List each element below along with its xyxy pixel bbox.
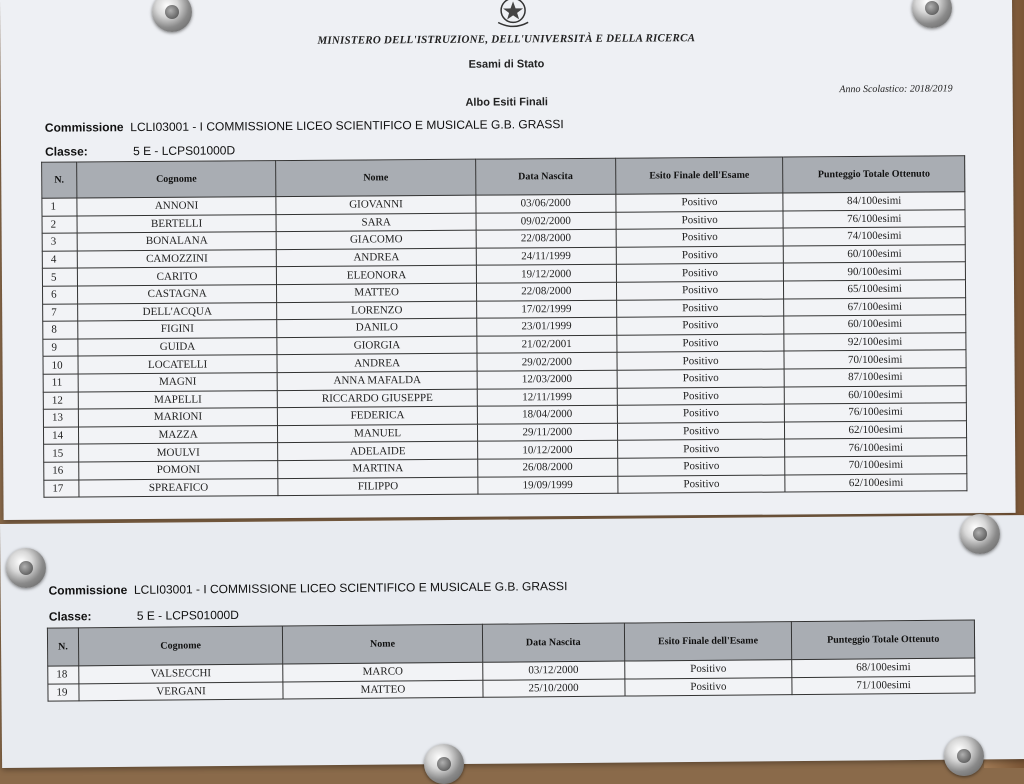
row-outcome: Positivo [617, 369, 785, 388]
col-outcome-header-2: Esito Finale dell'Esame [624, 622, 792, 661]
row-name: RICCARDO GIUSEPPE [278, 389, 478, 408]
row-outcome: Positivo [617, 422, 785, 441]
row-surname: MOULVI [78, 443, 278, 462]
row-birthdate: 12/11/1999 [477, 388, 617, 407]
row-number: 5 [42, 268, 77, 286]
row-birthdate: 03/12/2000 [482, 661, 624, 680]
row-name: ANDREA [277, 248, 477, 267]
row-number: 2 [42, 216, 77, 234]
school-year: Anno Scolastico: 2018/2019 [839, 83, 953, 96]
class-value-2: 5 E - LCPS01000D [136, 607, 239, 623]
row-birthdate: 19/09/1999 [478, 476, 618, 495]
class-label: Classe: [45, 144, 88, 159]
row-score: 90/100esimi [784, 262, 966, 281]
document-page-2 [0, 515, 1024, 768]
row-name: GIACOMO [276, 230, 476, 249]
row-birthdate: 24/11/1999 [476, 247, 616, 266]
row-score: 92/100esimi [784, 333, 966, 352]
row-birthdate: 29/02/2000 [477, 353, 617, 372]
row-outcome: Positivo [617, 351, 785, 370]
row-score: 76/100esimi [785, 438, 967, 457]
row-score: 70/100esimi [785, 456, 967, 475]
row-number: 1 [42, 198, 77, 216]
row-name: ADELAIDE [278, 441, 478, 460]
col-number-header: N. [42, 162, 77, 198]
row-surname: ANNONI [77, 197, 277, 216]
row-name: SARA [276, 213, 476, 232]
snap-fastener-icon [424, 744, 464, 784]
row-surname: VERGANI [79, 682, 284, 701]
row-birthdate: 22/08/2000 [476, 282, 616, 301]
col-surname-header-2: Cognome [78, 626, 283, 666]
row-surname: POMONI [79, 460, 279, 479]
results-table-page-2 [47, 619, 976, 701]
commission-value: LCLI03001 - I COMMISSIONE LICEO SCIENTIFICO E MUSICALE G.B. GRASSI [130, 117, 564, 135]
row-name: ANNA MAFALDA [277, 371, 477, 390]
row-outcome: Positivo [625, 677, 793, 696]
row-name: GIORGIA [277, 336, 477, 355]
row-score: 70/100esimi [784, 350, 966, 369]
snap-fastener-icon [960, 514, 1000, 554]
snap-fastener-icon [6, 548, 46, 588]
row-number: 12 [43, 391, 78, 409]
row-birthdate: 10/12/2000 [477, 441, 617, 460]
row-score: 76/100esimi [785, 403, 967, 422]
row-outcome: Positivo [616, 246, 784, 265]
class-value: 5 E - LCPS01000D [133, 143, 236, 159]
ministry-heading: MINISTERO DELL'ISTRUZIONE, DELL'UNIVERSITÀ E DELLA RICERCA [317, 32, 696, 47]
row-outcome: Positivo [616, 299, 784, 318]
col-birthdate-header: Data Nascita [475, 158, 615, 195]
row-score: 71/100esimi [792, 676, 975, 695]
row-score: 87/100esimi [785, 368, 967, 387]
row-outcome: Positivo [616, 263, 784, 282]
row-surname: VALSECCHI [79, 664, 284, 683]
col-birthdate-header-2: Data Nascita [482, 623, 624, 662]
row-name: MATTEO [277, 283, 477, 302]
row-number: 19 [48, 683, 79, 701]
row-birthdate: 26/08/2000 [477, 458, 617, 477]
col-name-header: Nome [276, 159, 476, 196]
col-score-header: Punteggio Totale Ottenuto [783, 156, 965, 193]
row-score: 60/100esimi [784, 245, 966, 264]
row-surname: DELL'ACQUA [77, 302, 277, 321]
class-line [45, 143, 235, 158]
row-name: MARTINA [278, 459, 478, 478]
row-number: 15 [44, 444, 79, 462]
row-outcome: Positivo [616, 316, 784, 335]
row-surname: CAMOZZINI [77, 249, 277, 268]
row-birthdate: 21/02/2001 [477, 335, 617, 354]
row-number: 10 [43, 356, 78, 374]
row-outcome: Positivo [616, 281, 784, 300]
row-surname: SPREAFICO [79, 478, 279, 497]
row-number: 4 [42, 251, 77, 269]
row-birthdate: 17/02/1999 [476, 300, 616, 319]
row-outcome: Positivo [617, 334, 785, 353]
row-birthdate: 23/01/1999 [477, 317, 617, 336]
row-number: 6 [42, 286, 77, 304]
republic-emblem-icon [490, 0, 536, 29]
row-birthdate: 25/10/2000 [483, 679, 625, 698]
row-name: GIOVANNI [276, 195, 476, 214]
row-birthdate: 03/06/2000 [476, 194, 616, 213]
row-name: MATTEO [283, 680, 482, 699]
row-name: LORENZO [277, 301, 477, 320]
row-outcome: Positivo [618, 475, 786, 494]
row-outcome: Positivo [616, 193, 784, 212]
row-surname: MAPELLI [78, 390, 278, 409]
row-name: ANDREA [277, 354, 477, 373]
class-label-2: Classe: [48, 609, 92, 624]
row-outcome: Positivo [617, 439, 785, 458]
col-score-header-2: Punteggio Totale Ottenuto [792, 620, 975, 660]
row-name: FEDERICA [278, 406, 478, 425]
row-surname: BONALANA [77, 232, 277, 251]
row-name: MANUEL [278, 424, 478, 443]
row-birthdate: 12/03/2000 [477, 370, 617, 389]
row-score: 84/100esimi [783, 192, 965, 211]
row-score: 76/100esimi [783, 209, 965, 228]
row-number: 14 [43, 427, 78, 445]
row-birthdate: 18/04/2000 [477, 405, 617, 424]
row-score: 60/100esimi [785, 385, 967, 404]
row-number: 13 [43, 409, 78, 427]
row-surname: MAZZA [78, 425, 278, 444]
row-number: 17 [44, 479, 79, 497]
commission-label: Commissione [44, 120, 124, 135]
row-outcome: Positivo [624, 660, 792, 679]
row-birthdate: 22/08/2000 [476, 229, 616, 248]
row-surname: CARITO [77, 267, 277, 286]
row-name: ELEONORA [277, 266, 477, 285]
row-score: 74/100esimi [784, 227, 966, 246]
row-number: 8 [43, 321, 78, 339]
row-outcome: Positivo [616, 228, 784, 247]
col-name-header-2: Nome [283, 624, 483, 664]
row-name: FILIPPO [278, 477, 478, 496]
row-surname: FIGINI [78, 320, 278, 339]
results-table-body-1 [42, 192, 967, 498]
row-number: 7 [43, 304, 78, 322]
row-outcome: Positivo [617, 404, 785, 423]
row-surname: MARIONI [78, 408, 278, 427]
results-table-page-1 [41, 155, 967, 498]
row-outcome: Positivo [616, 211, 784, 230]
row-score: 67/100esimi [784, 297, 966, 316]
row-score: 62/100esimi [785, 473, 967, 492]
snap-fastener-icon [944, 736, 984, 776]
row-surname: CASTAGNA [77, 285, 277, 304]
row-number: 18 [48, 666, 79, 684]
commission-label-2: Commissione [48, 582, 128, 598]
col-number-header-2: N. [47, 628, 78, 666]
row-score: 60/100esimi [784, 315, 966, 334]
row-number: 3 [42, 233, 77, 251]
row-outcome: Positivo [617, 387, 785, 406]
row-score: 68/100esimi [792, 658, 975, 677]
row-name: MARCO [283, 662, 482, 681]
col-surname-header: Cognome [76, 161, 276, 198]
row-score: 62/100esimi [785, 420, 967, 439]
row-surname: LOCATELLI [78, 355, 278, 374]
commission-value-2: LCLI03001 - I COMMISSIONE LICEO SCIENTIFICO E MUSICALE G.B. GRASSI [133, 579, 568, 597]
row-number: 11 [43, 374, 78, 392]
commission-line-2 [49, 579, 568, 598]
row-score: 65/100esimi [784, 280, 966, 299]
exam-heading: Esami di Stato [468, 58, 545, 71]
results-table-body-2 [48, 658, 975, 701]
row-birthdate: 19/12/2000 [476, 265, 616, 284]
row-outcome: Positivo [617, 457, 785, 476]
row-birthdate: 29/11/2000 [477, 423, 617, 442]
row-surname: MAGNI [78, 373, 278, 392]
row-surname: BERTELLI [77, 214, 277, 233]
row-birthdate: 09/02/2000 [476, 212, 616, 231]
row-name: DANILO [277, 318, 477, 337]
page-title: Albo Esiti Finali [465, 96, 549, 109]
row-surname: GUIDA [78, 337, 278, 356]
row-number: 16 [44, 462, 79, 480]
class-line-2 [49, 608, 239, 624]
commission-line [45, 117, 564, 135]
col-outcome-header: Esito Finale dell'Esame [615, 157, 783, 194]
row-number: 9 [43, 339, 78, 357]
